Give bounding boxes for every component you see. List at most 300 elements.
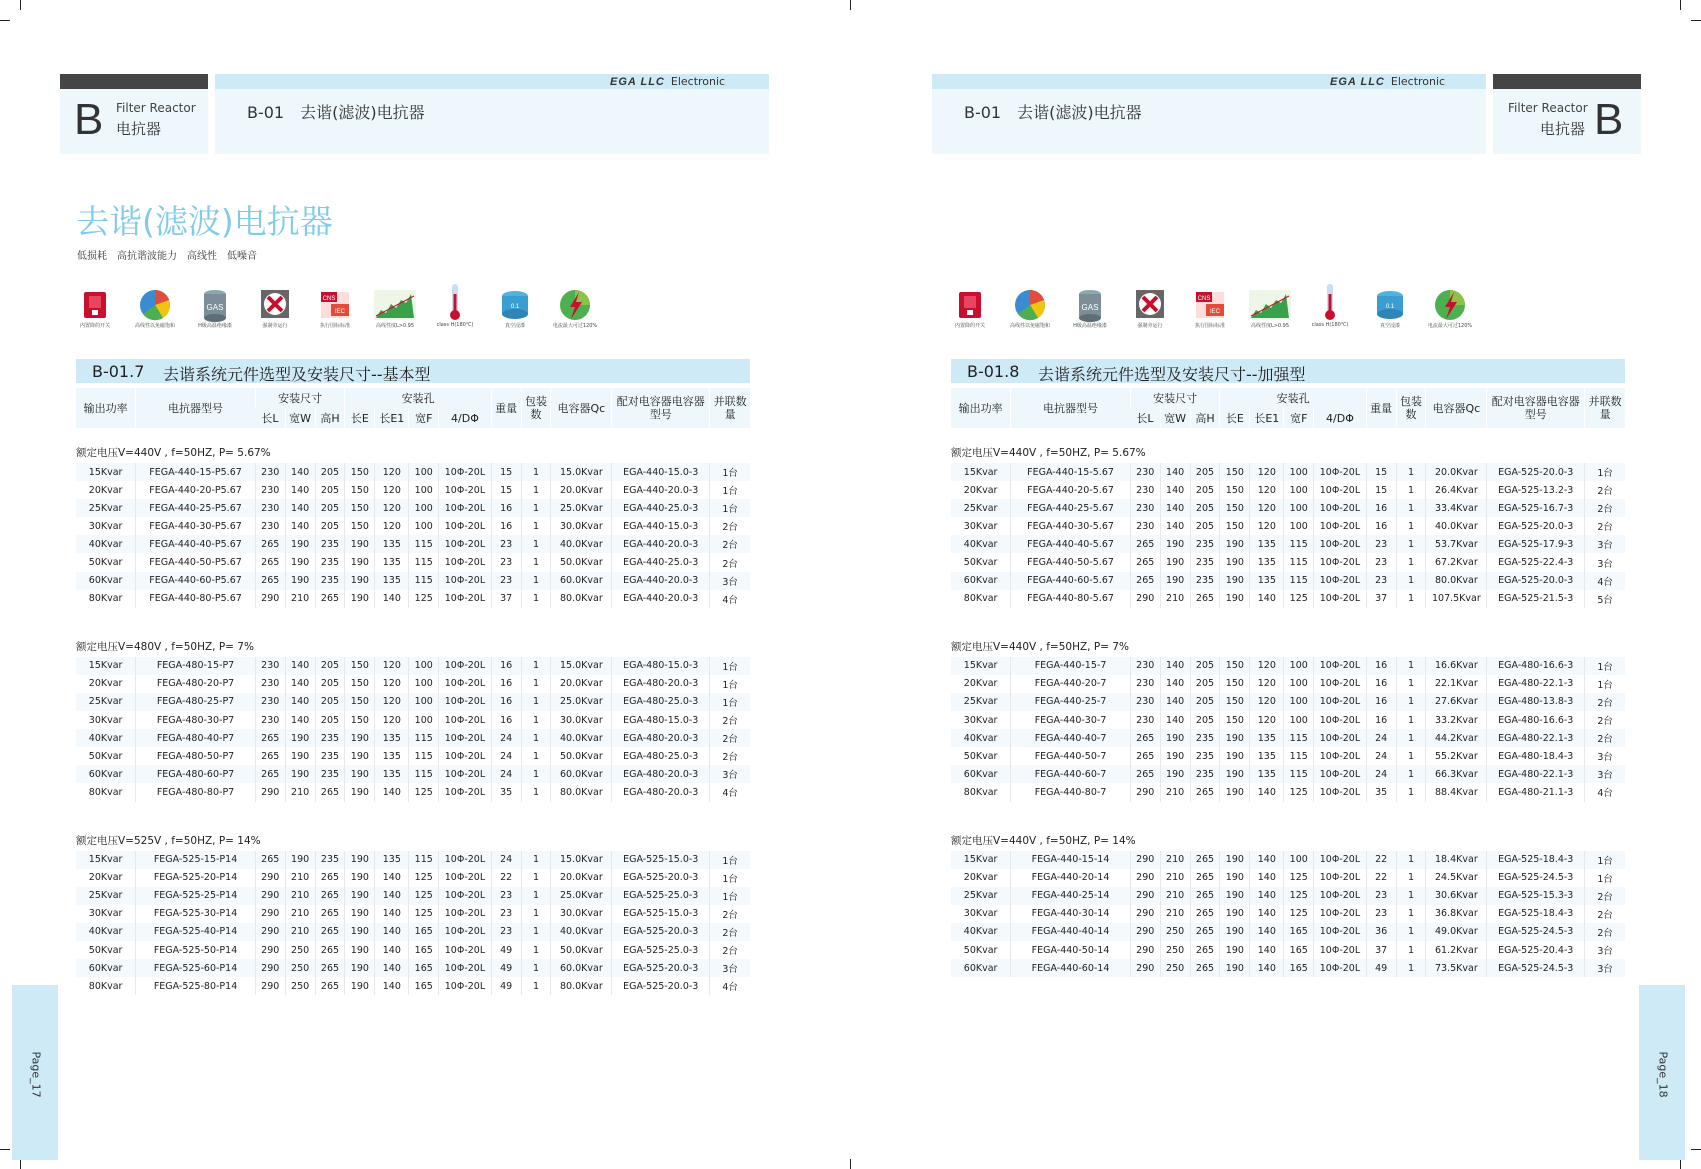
table-cell: 190 [345,590,375,608]
table-cell: 205 [1190,481,1220,499]
table-row [76,711,750,729]
table-cell: 205 [315,499,345,517]
table-row [951,851,1625,869]
header-l: 长L [1136,412,1154,425]
table-cell: 1 [1396,535,1426,553]
table-cell: 205 [315,675,345,693]
table-cell: 230 [255,517,285,535]
table-cell: 2台 [710,535,750,553]
table-cell: 235 [315,851,345,869]
table-cell: FEGA-440-40-7 [1011,729,1131,747]
table-cell: 60Kvar [88,768,123,780]
table-cell: 235 [1190,729,1220,747]
table-cell: 210 [285,887,315,905]
header-dark-bar [60,74,208,89]
crop-mark [0,20,10,21]
table-cell: 40Kvar [88,732,123,744]
table-cell: 150 [345,675,375,693]
table-cell: 125 [1284,887,1314,905]
brand-label [1330,74,1445,89]
table-cell: EGA-525-25.0-3 [612,887,710,905]
table-cell: FEGA-440-15-5.67 [1011,463,1131,481]
table-cell: 3台 [1585,941,1625,959]
table-cell: EGA-440-15.0-3 [612,463,710,481]
table-cell: 1台 [710,675,750,693]
table-cell: EGA-480-16.6-3 [1487,711,1585,729]
table-cell: 10Φ-20L [439,657,492,675]
table-cell: 50.0Kvar [551,941,612,959]
table-cell: 40.0Kvar [1426,517,1487,535]
table-cell: 190 [345,747,375,765]
table-cell: 265 [1190,905,1220,923]
table-cell: 1 [521,783,551,801]
table-cell: 230 [255,693,285,711]
table-cell: EGA-480-20.0-3 [612,765,710,783]
table-cell: FEGA-440-40-5.67 [1011,535,1131,553]
table-row [951,747,1625,765]
table-cell: 1 [521,535,551,553]
table-cell: 33.2Kvar [1426,711,1487,729]
table-cell: 24 [491,851,521,869]
table-cell: 290 [255,887,285,905]
table-cell: 2台 [710,747,750,765]
table-cell: 190 [285,572,315,590]
table-cell: 10Φ-20L [1314,905,1367,923]
table-cell: 235 [315,535,345,553]
table-cell: 1 [521,923,551,941]
table-cell: 20.0Kvar [551,675,612,693]
table-cell: EGA-525-15.3-3 [1487,887,1585,905]
section-letter: B [1594,95,1624,144]
table-cell: 150 [1220,463,1250,481]
table-cell: 210 [1160,887,1190,905]
table-cell: EGA-525-16.7-3 [1487,499,1585,517]
table-cell: FEGA-440-30-5.67 [1011,517,1131,535]
table-cell: 140 [375,905,409,923]
table-cell: 100 [409,675,439,693]
table-cell: 135 [375,572,409,590]
table-cell: 210 [1160,851,1190,869]
table-cell: EGA-480-15.0-3 [612,657,710,675]
table-cell: 1 [521,941,551,959]
table-row [951,693,1625,711]
table-cell: 100 [409,517,439,535]
table-cell: 50Kvar [963,557,998,569]
table-cell: 100 [409,481,439,499]
table-cell: 10Φ-20L [439,553,492,571]
header-weight: 重量 [1366,388,1396,428]
table-cell: FEGA-480-25-P7 [136,693,256,711]
table-cell: 265 [1130,553,1160,571]
table-cell: 190 [1160,553,1190,571]
table-cell: 10Φ-20L [439,977,492,995]
table-cell: FEGA-440-15-7 [1011,657,1131,675]
header-parallel: 并联数量 [1585,388,1625,428]
table-cell: 16 [491,675,521,693]
table-cell: EGA-440-20.0-3 [612,590,710,608]
table-cell: 2台 [1585,499,1625,517]
table-row [76,959,750,977]
table-cell: 1台 [710,481,750,499]
table-cell: FEGA-525-80-P14 [136,977,256,995]
table-cell: 165 [409,959,439,977]
table-cell: 1台 [710,851,750,869]
table-cell: 190 [345,783,375,801]
table-cell: 230 [1130,657,1160,675]
section-letter: B [74,95,104,144]
table-cell: 60Kvar [88,575,123,587]
table-cell: 60Kvar [963,575,998,587]
table-cell: 3台 [1585,747,1625,765]
table-cell: EGA-525-13.2-3 [1487,481,1585,499]
table-cell: 24 [491,765,521,783]
table-cell: 5台 [1585,590,1625,608]
table-cell: 2台 [1585,729,1625,747]
table-cell: 40.0Kvar [551,535,612,553]
table-cell: EGA-440-15.0-3 [612,517,710,535]
table-cell: 190 [285,535,315,553]
table-cell: 235 [315,729,345,747]
table-cell: 265 [255,572,285,590]
table-cell: 15 [491,481,521,499]
table-cell: 165 [409,941,439,959]
table-cell: 16 [1366,693,1396,711]
table-cell: 30.0Kvar [551,711,612,729]
table-cell: 3台 [1585,553,1625,571]
section-cn: 电抗器 [1540,120,1586,138]
table-cell: EGA-525-17.9-3 [1487,535,1585,553]
feature-caption: class H(180℃) [1311,322,1349,328]
table-cell: 10Φ-20L [439,923,492,941]
table-cell: 190 [345,869,375,887]
table-cell: 50.0Kvar [551,553,612,571]
svg-text:0.1: 0.1 [1385,304,1395,310]
table-cell: 44.2Kvar [1426,729,1487,747]
header-model: 电抗器型号 [136,388,256,428]
table-row [951,783,1625,801]
table-cell: 15Kvar [963,660,998,672]
table-cell: 190 [1220,747,1250,765]
table-cell: EGA-480-16.6-3 [1487,657,1585,675]
table-cell: 190 [285,765,315,783]
table-cell: 115 [1284,553,1314,571]
table-cell: 265 [1130,535,1160,553]
table-cell: EGA-525-20.0-3 [612,923,710,941]
group-condition: 额定电压V=525V , f=50HZ, P= 14% [76,834,261,847]
table-cell: FEGA-440-25-14 [1011,887,1131,905]
table-cell: 2台 [710,923,750,941]
header-weight: 重量 [491,388,521,428]
table-row [76,941,750,959]
table-cell: 205 [1190,711,1220,729]
table-cell: 2台 [1585,481,1625,499]
table-cell: EGA-480-18.4-3 [1487,747,1585,765]
table-cell: FEGA-440-50-5.67 [1011,553,1131,571]
table-cell: 1 [521,590,551,608]
table-cell: 53.7Kvar [1426,535,1487,553]
table-cell: 190 [1220,887,1250,905]
table-cell: FEGA-440-25-P5.67 [136,499,256,517]
table-cell: 135 [375,851,409,869]
table-cell: 230 [1130,711,1160,729]
table-cell: 10Φ-20L [439,765,492,783]
table-cell: 2台 [710,517,750,535]
table-cell: 205 [315,693,345,711]
table-cell: 115 [409,572,439,590]
table-cell: 235 [1190,553,1220,571]
svg-text:0.1: 0.1 [510,304,520,310]
table-cell: 10Φ-20L [1314,675,1367,693]
table-cell: 1 [1396,729,1426,747]
svg-text:CNS: CNS [1197,296,1211,302]
brand-name: EGA LLC [1330,76,1385,88]
table-cell: 100 [409,463,439,481]
table-cell: 140 [375,923,409,941]
feature-caption: 高线性度L>0.95 [1250,323,1290,329]
svg-text:GAS: GAS [1081,303,1099,312]
feature-caption: 电流最大可过120% [552,323,598,329]
table-cell: 10Φ-20L [1314,481,1367,499]
cns-iec-icon [308,282,362,322]
table-cell: 140 [1160,499,1190,517]
table-cell: 1 [521,572,551,590]
table-cell: 290 [1130,783,1160,801]
table-cell: FEGA-525-50-P14 [136,941,256,959]
table-cell: 23 [1366,572,1396,590]
table-cell: 16 [491,499,521,517]
table-cell: 1台 [710,463,750,481]
feature-item [128,282,182,329]
table-cell: FEGA-440-50-7 [1011,747,1131,765]
table-cell: 50Kvar [963,944,998,956]
table-cell: EGA-525-20.0-3 [1487,463,1585,481]
table-cell: 10Φ-20L [439,590,492,608]
table-cell: 140 [375,783,409,801]
table-cell: 120 [375,463,409,481]
table-cell: 40Kvar [963,538,998,550]
table-cell: 15Kvar [963,854,998,866]
table-cell: 15 [1366,463,1396,481]
table-row [951,657,1625,675]
table-cell: 10Φ-20L [439,517,492,535]
header-d: 4/DΦ [439,408,492,428]
table-cell: 50Kvar [88,557,123,569]
table-cell: 140 [1250,869,1284,887]
table-cell: 290 [1130,941,1160,959]
lightning-icon [548,282,602,322]
table-cell: 150 [345,481,375,499]
table-cell: 210 [1160,783,1190,801]
table-cell: 115 [1284,765,1314,783]
table-cell: 10Φ-20L [439,729,492,747]
svg-text:IEC: IEC [1209,309,1221,315]
table-cell: 50.0Kvar [551,747,612,765]
table-cell: 18.4Kvar [1426,851,1487,869]
table-cell: 80Kvar [963,593,998,605]
table-cell: 230 [1130,517,1160,535]
table-cell: EGA-525-20.4-3 [1487,941,1585,959]
feature-item [1003,282,1057,329]
table-cell: 265 [255,765,285,783]
gas-can-icon [188,282,242,322]
table-cell: 15Kvar [88,854,123,866]
table-cell: 265 [1190,887,1220,905]
table-title-bar [951,359,1625,383]
table-cell: EGA-480-25.0-3 [612,693,710,711]
table-cell: 205 [1190,517,1220,535]
table-cell: 10Φ-20L [439,941,492,959]
table-cell: EGA-440-20.0-3 [612,535,710,553]
feature-caption: 高线性以免磁饱和 [134,323,175,329]
table-cell: 1 [521,499,551,517]
table-cell: 230 [255,463,285,481]
table-cell: 60.0Kvar [551,765,612,783]
table-cell: 20.0Kvar [1426,463,1487,481]
table-cell: 190 [345,887,375,905]
table-cell: 80Kvar [88,786,123,798]
table-cell: FEGA-440-25-5.67 [1011,499,1131,517]
table-cell: 230 [1130,693,1160,711]
table-cell: 120 [375,711,409,729]
feature-caption: 执行国标标准 [1194,323,1225,329]
table-cell: 35 [1366,783,1396,801]
table-cell: 16 [491,693,521,711]
header-w: 宽W [285,408,315,428]
table-cell: FEGA-525-15-P14 [136,851,256,869]
table-cell: FEGA-440-20-14 [1011,869,1131,887]
table-cell: 4台 [710,783,750,801]
table-cell: FEGA-480-80-P7 [136,783,256,801]
feature-item [943,282,997,329]
table-cell: 190 [1220,905,1250,923]
pie-icon [128,282,182,322]
table-cell: 140 [1160,675,1190,693]
table-cell: 1 [521,657,551,675]
table-cell: 1 [1396,463,1426,481]
table-cell: 140 [285,517,315,535]
feature-item [68,282,122,329]
table-cell: FEGA-440-15-14 [1011,851,1131,869]
table-cell: 10Φ-20L [1314,783,1367,801]
table-cell: 4台 [1585,783,1625,801]
table-cell: 290 [1130,851,1160,869]
table-row [76,977,750,995]
table-cell: 230 [255,657,285,675]
table-cell: 205 [1190,657,1220,675]
table-cell: 1 [1396,905,1426,923]
table-cell: EGA-525-21.5-3 [1487,590,1585,608]
table-cell: 3台 [1585,535,1625,553]
table-cell: 100 [409,711,439,729]
table-cell: EGA-525-15.0-3 [612,905,710,923]
table-cell: 150 [1220,675,1250,693]
table-cell: 10Φ-20L [1314,693,1367,711]
table-cell: 4台 [710,590,750,608]
table-cell: 3台 [1585,959,1625,977]
table-cell: 120 [1250,481,1284,499]
table-cell: 140 [375,590,409,608]
crop-mark [850,0,851,10]
table-cell: FEGA-440-80-7 [1011,783,1131,801]
table-cell: EGA-480-22.1-3 [1487,675,1585,693]
table-cell: 265 [315,923,345,941]
table-cell: 1 [1396,590,1426,608]
table-cell: 80Kvar [88,980,123,992]
table-cell: 140 [1160,657,1190,675]
crop-mark [1691,20,1701,21]
table-cell: 23 [491,535,521,553]
table-cell: 23 [1366,905,1396,923]
table-cell: 120 [375,675,409,693]
table-cell: 140 [285,693,315,711]
table-row [76,923,750,941]
table-cell: 1 [1396,765,1426,783]
table-cell: 1 [521,463,551,481]
table-cell: 115 [409,553,439,571]
table-cell: 10Φ-20L [439,851,492,869]
crop-mark [1680,0,1681,10]
table-cell: 26.4Kvar [1426,481,1487,499]
table-cell: 24 [491,747,521,765]
gas-can-icon [1063,282,1117,322]
table-cell: 235 [1190,535,1220,553]
table-cell: EGA-480-20.0-3 [612,675,710,693]
table-cell: 2台 [710,711,750,729]
table-cell: 290 [1130,869,1160,887]
table-cell: 140 [285,711,315,729]
table-cell: 235 [1190,747,1220,765]
table-cell: 135 [1250,535,1284,553]
table-cell: 205 [1190,499,1220,517]
table-cell: 1 [1396,711,1426,729]
table-cell: FEGA-440-40-14 [1011,923,1131,941]
table-cell: 115 [409,851,439,869]
table-cell: 115 [1284,572,1314,590]
header-e1: 长E1 [375,408,409,428]
cns-iec-icon [1183,282,1237,322]
table-cell: 30Kvar [88,520,123,532]
table-cell: FEGA-440-80-5.67 [1011,590,1131,608]
table-cell: 190 [345,765,375,783]
table-cell: 49.0Kvar [1426,923,1487,941]
table-cell: 3台 [710,765,750,783]
table-row [951,481,1625,499]
table-cell: 30.6Kvar [1426,887,1487,905]
table-cell: 1 [521,747,551,765]
table-cell: 140 [1250,959,1284,977]
table-cell: 165 [1284,941,1314,959]
feature-caption: 内置降的开关 [954,323,985,329]
table-cell: 1 [521,553,551,571]
table-cell: 1 [1396,851,1426,869]
table-cell: 25.0Kvar [551,499,612,517]
table-cell: 40Kvar [88,538,123,550]
feature-caption: 真空浸漆 [1379,323,1400,329]
table-cell: 1 [521,851,551,869]
table-row [76,765,750,783]
table-cell: 16 [1366,675,1396,693]
table-cell: 10Φ-20L [1314,535,1367,553]
table-cell: 15.0Kvar [551,657,612,675]
feature-item [248,282,302,329]
table-code: B-01.8 [967,362,1020,381]
table-cell: 190 [1220,572,1250,590]
table-row [76,887,750,905]
table-cell: 135 [375,729,409,747]
table-cell: 10Φ-20L [1314,941,1367,959]
header-dark-bar [1493,74,1641,89]
table-cell: 190 [285,729,315,747]
